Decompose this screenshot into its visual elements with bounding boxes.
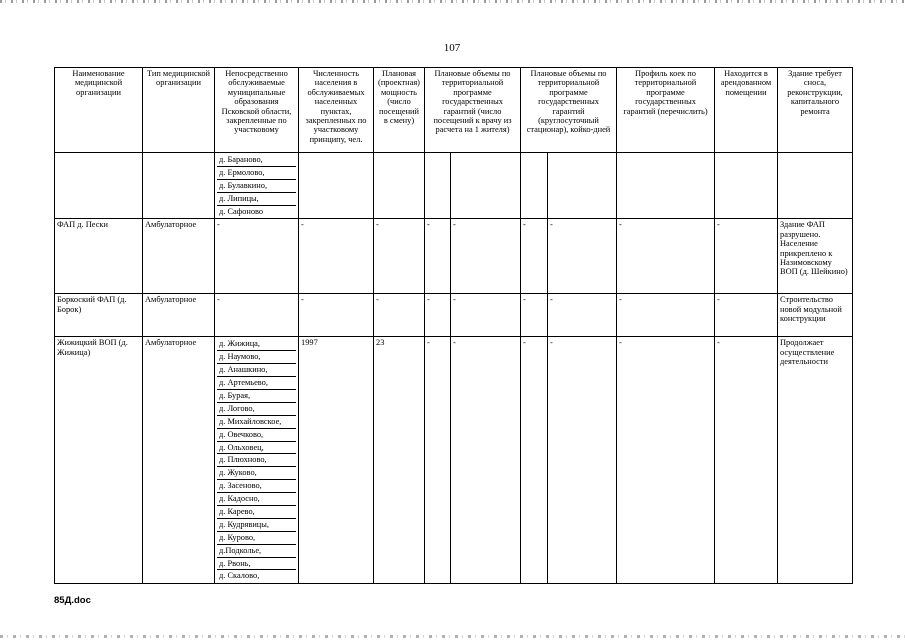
scan-noise-bottom xyxy=(0,635,905,638)
cell-building: Строительство новой модульной конструкции xyxy=(778,294,853,337)
table-row xyxy=(55,219,853,294)
cell-profile: - xyxy=(617,219,715,294)
document-filename: 85Д.doc xyxy=(54,595,91,606)
cell-visits-a xyxy=(425,153,451,219)
village-item: д. Плюхново, xyxy=(217,454,296,467)
table-row xyxy=(55,153,853,219)
cell-population: - xyxy=(299,219,374,294)
village-item: д. Липицы, xyxy=(217,193,296,206)
header-visits-volume: Плановые объемы по территориальной программе государственных гарантий (число посещений к врачу из расчета на 1 жителя) xyxy=(425,68,521,153)
cell-profile: - xyxy=(617,337,715,584)
village-item: д. Логово, xyxy=(217,403,296,416)
cell-visits-b xyxy=(451,153,521,219)
cell-name: Боркоский ФАП (д. Борок) xyxy=(55,294,143,337)
header-capacity: Плановая (проектная) мощность (число посещений в смену) xyxy=(374,68,425,153)
village-item: д.Подколье, xyxy=(217,545,296,558)
header-bed-profile: Профиль коек по территориальной программе государственных гарантий (перечислить) xyxy=(617,68,715,153)
village-item: д. Курово, xyxy=(217,532,296,545)
cell-rented: - xyxy=(715,294,778,337)
cell-type: Амбулаторное xyxy=(143,294,215,337)
village-item: д. Наумово, xyxy=(217,351,296,364)
cell-type xyxy=(143,153,215,219)
cell-name xyxy=(55,153,143,219)
cell-beds-b: - xyxy=(548,337,617,584)
table-row xyxy=(55,294,853,337)
cell-name: Жижицкий ВОП (д. Жижица) xyxy=(55,337,143,584)
village-item: д. Булавкино, xyxy=(217,180,296,193)
village-item: д. Кадосно, xyxy=(217,493,296,506)
cell-visits-a: - xyxy=(425,337,451,584)
cell-capacity xyxy=(374,153,425,219)
village-item: д. Кудрявицы, xyxy=(217,519,296,532)
cell-rented xyxy=(715,153,778,219)
village-item: д. Бараново, xyxy=(217,154,296,167)
header-municipalities: Непосредственно обслуживаемые муниципальные образования Псковской области, закрепленные по участковому xyxy=(215,68,299,153)
cell-building: Продолжает осуществление деятельности xyxy=(778,337,853,584)
cell-capacity: 23 xyxy=(374,337,425,584)
cell-villages: - xyxy=(215,294,299,337)
cell-visits-b: - xyxy=(451,294,521,337)
cell-capacity: - xyxy=(374,219,425,294)
cell-visits-a: - xyxy=(425,219,451,294)
cell-rented: - xyxy=(715,337,778,584)
cell-type: Амбулаторное xyxy=(143,219,215,294)
cell-capacity: - xyxy=(374,294,425,337)
cell-rented: - xyxy=(715,219,778,294)
village-item: д. Бурая, xyxy=(217,390,296,403)
cell-villages xyxy=(215,153,299,219)
scan-noise-top xyxy=(0,0,905,3)
village-item: д. Ермолово, xyxy=(217,167,296,180)
cell-beds-a xyxy=(521,153,548,219)
header-building-state: Здание требует сноса, реконструкции, капитального ремонта xyxy=(778,68,853,153)
cell-name: ФАП д. Пески xyxy=(55,219,143,294)
table-header-row xyxy=(55,68,853,153)
cell-beds-a: - xyxy=(521,294,548,337)
cell-building: Здание ФАП разрушено. Население прикреплено к Назимовскому ВОП (д. Шейкино) xyxy=(778,219,853,294)
village-item: д. Анашкино, xyxy=(217,364,296,377)
village-item: д. Жижица, xyxy=(217,338,296,351)
cell-beds-b xyxy=(548,153,617,219)
table-row xyxy=(55,337,853,584)
header-population: Численность населения в обслуживаемых населенных пунктах, закрепленных по участковому принципу, чел. xyxy=(299,68,374,153)
cell-population: - xyxy=(299,294,374,337)
village-item: д. Ольховец, xyxy=(217,442,296,455)
cell-beds-b: - xyxy=(548,294,617,337)
village-item: д. Артемьево, xyxy=(217,377,296,390)
header-bed-days-volume: Плановые объемы по территориальной программе государственных гарантий (круглосуточный стационар), койко-дней xyxy=(521,68,617,153)
village-item: д. Карево, xyxy=(217,506,296,519)
cell-population xyxy=(299,153,374,219)
cell-profile xyxy=(617,153,715,219)
cell-visits-b: - xyxy=(451,219,521,294)
cell-population: 1997 xyxy=(299,337,374,584)
header-type: Тип медицинской организации xyxy=(143,68,215,153)
medical-organizations-table xyxy=(54,67,853,584)
cell-villages: - xyxy=(215,219,299,294)
cell-profile: - xyxy=(617,294,715,337)
cell-beds-a: - xyxy=(521,337,548,584)
village-item: д. Рвонь, xyxy=(217,558,296,571)
cell-villages xyxy=(215,337,299,584)
page-number: 107 xyxy=(443,42,461,54)
cell-visits-a: - xyxy=(425,294,451,337)
village-item: д. Жуково, xyxy=(217,467,296,480)
village-item: д. Засеново, xyxy=(217,480,296,493)
village-item: д. Михайловское, xyxy=(217,416,296,429)
village-item: д. Овечково, xyxy=(217,429,296,442)
cell-type: Амбулаторное xyxy=(143,337,215,584)
cell-visits-b: - xyxy=(451,337,521,584)
cell-building xyxy=(778,153,853,219)
header-name: Наименование медицинской организации xyxy=(55,68,143,153)
cell-beds-a: - xyxy=(521,219,548,294)
header-rented: Находится в арендованном помещении xyxy=(715,68,778,153)
cell-beds-b: - xyxy=(548,219,617,294)
village-item: д. Сафоново xyxy=(219,206,264,216)
village-item: д. Скалово, xyxy=(219,571,260,581)
